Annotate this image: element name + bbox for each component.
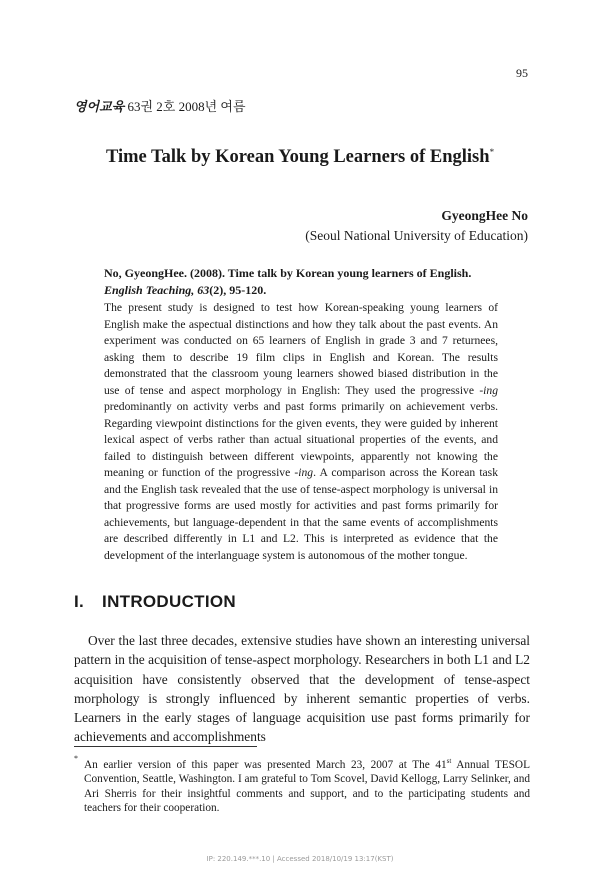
footnote-ordinal: st	[446, 757, 452, 765]
intro-paragraph: Over the last three decades, extensive studies have shown an interesting universal pattern in the acquisition of tense-aspect morphology. Researchers in both L1 and L2 acquisition have consistently observed that the development of tense-aspect morphology is strongly influenced by inherent semantic properties of verbs. Learners in the early stages of language acquisition use past forms primarily for achievements and accomplishments	[74, 633, 530, 745]
citation	[104, 265, 498, 299]
footnote-text	[74, 754, 530, 816]
footnote-mark: *	[74, 754, 78, 763]
abstract-part-2: predominantly on activity verbs and past forms primarily on achievement verbs. Regarding viewpoint distinctions for the given events, they were guided by inherent lexical aspect of verbs rather than actual situational properties of the events, and failed to distinguish between different viewpoints, apparently not knowing the meaning or function of the progressive	[104, 400, 498, 479]
citation-volume: (2), 95-120.	[209, 283, 267, 297]
page-number: 95	[516, 66, 528, 80]
footnote	[74, 754, 530, 816]
abstract-ing-1: -ing	[479, 383, 498, 397]
footnote-divider	[74, 746, 257, 747]
paper-title-text: Time Talk by Korean Young Learners of English	[105, 147, 490, 168]
title-footnote-mark: *	[489, 147, 495, 157]
citation-journal: English Teaching, 63	[104, 283, 210, 297]
abstract-part-3: . A comparison across the Korean task and the English task revealed that the use of tense-aspect morphology is universal in that progressive forms are used mostly for activities and past forms primarily for achievements, but language-dependent in that the same events of accomplishments are described differently in L1 and L2. This is interpreted as evidence that the development of the interlanguage system is autonomous of the mother tongue.	[104, 466, 498, 562]
footnote-text-b: Annual TESOL Convention, Seattle, Washington. I am grateful to Tom Scovel, David Kellogg, Larry Selinker, and Ari Sherris for their insightful comments and support, and to the participating students and teachers for their cooperation.	[84, 758, 530, 815]
abstract	[104, 300, 498, 564]
paper-title	[0, 147, 600, 168]
section-number: I.	[74, 592, 85, 611]
author-name: GyeongHee No	[441, 208, 528, 223]
citation-prefix: No, GyeongHee. (2008). Time talk by Korean young learners of English.	[104, 266, 472, 280]
access-watermark: IP: 220.149.***.10 | Accessed 2018/10/19 13:17(KST)	[206, 855, 394, 863]
section-title: INTRODUCTION	[102, 592, 236, 611]
author-affiliation: (Seoul National University of Education)	[305, 228, 528, 243]
section-heading	[74, 592, 236, 612]
abstract-part-1: The present study is designed to test how Korean-speaking young learners of English make the aspectual distinctions and how they talk about the past events. An experiment was conducted on 65 learners of English in grade 3 and 7 returnees, asking them to describe 19 film clips in English and Korean. The results demonstrated that the classroom young learners showed biased distribution in the use of tense and aspect morphology in English: They used the progressive	[104, 301, 498, 397]
journal-header	[74, 96, 246, 115]
abstract-ing-2: -ing	[294, 466, 314, 479]
footnote-text-a: An earlier version of this paper was presented March 23, 2007 at The 41	[84, 758, 447, 771]
journal-name: 영어교육	[74, 99, 125, 114]
journal-issue: 63권 2호 2008년 여름	[127, 99, 246, 114]
